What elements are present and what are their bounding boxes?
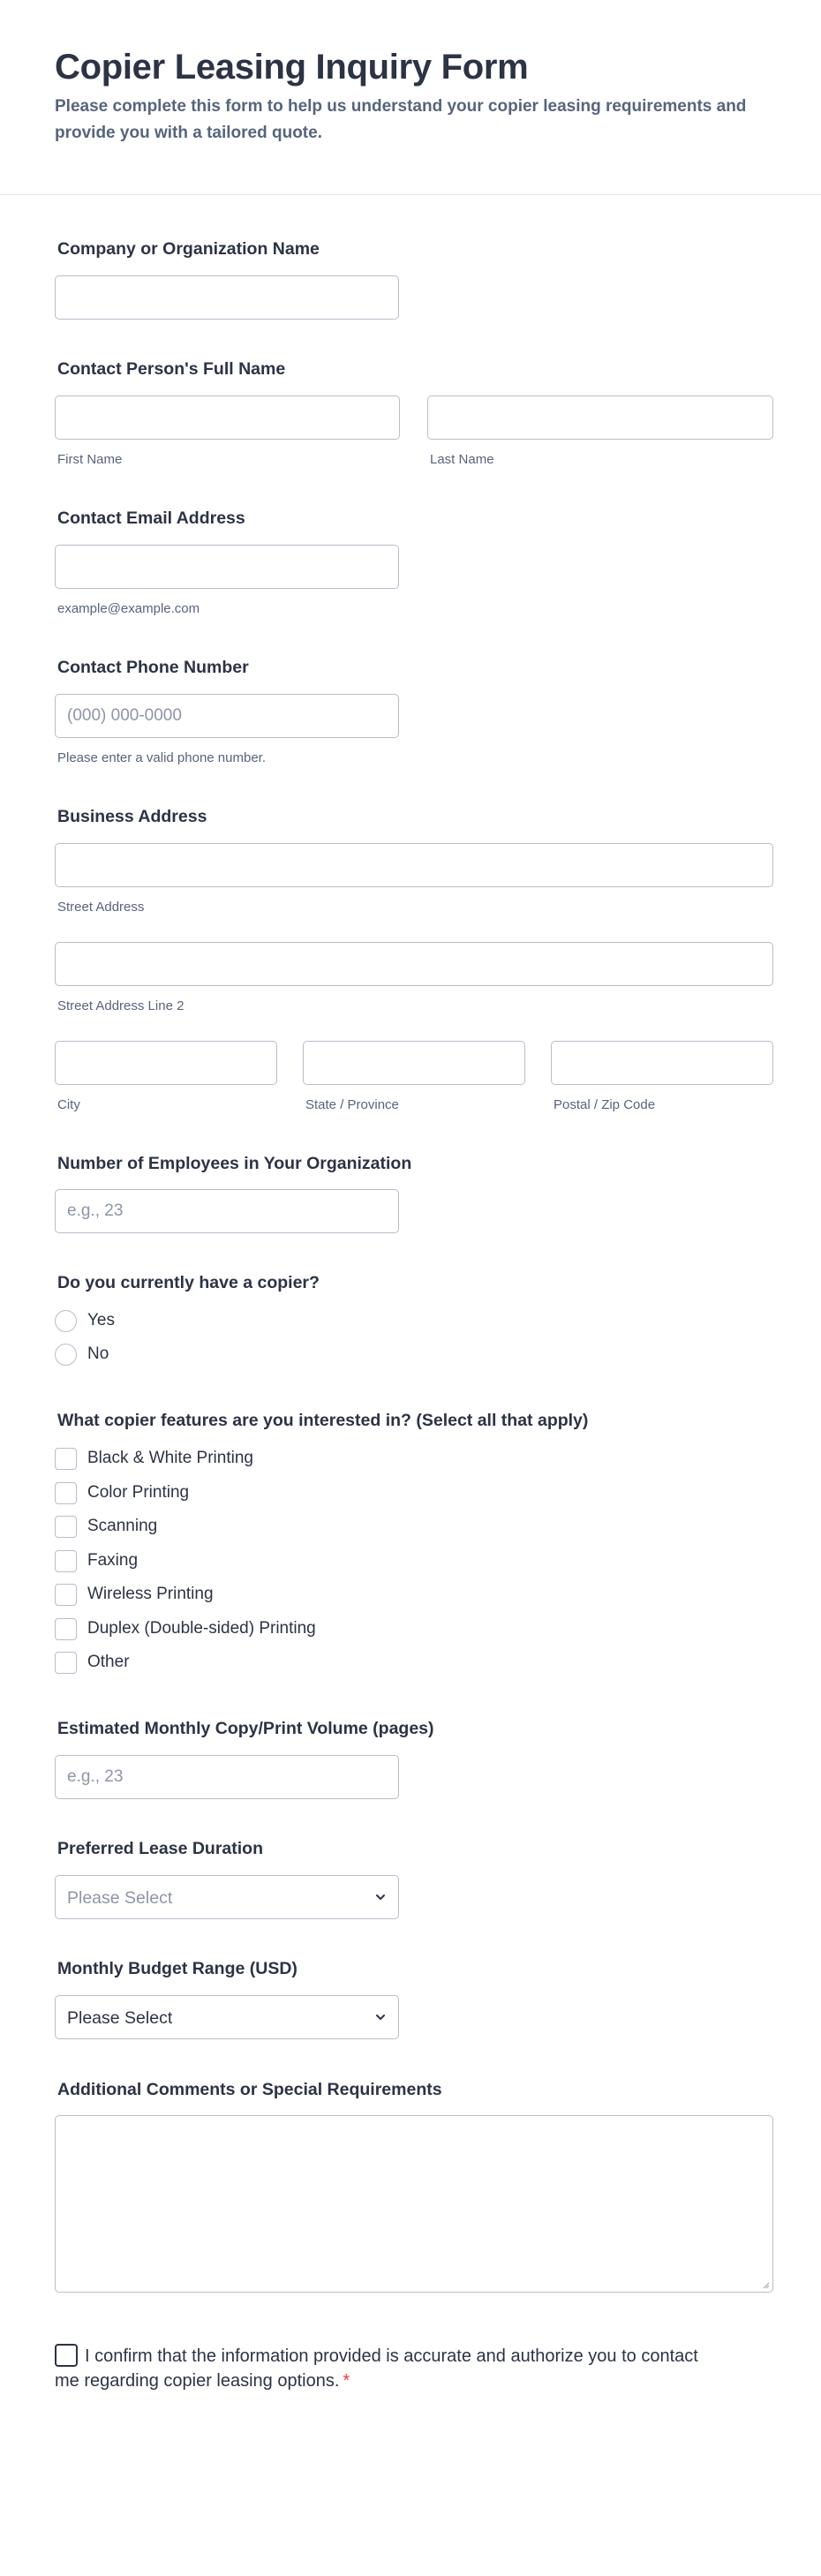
state-input[interactable] [304, 1042, 524, 1084]
checkbox[interactable] [55, 1448, 77, 1470]
last-name-sublabel: Last Name [430, 452, 494, 467]
phone-sublabel: Please enter a valid phone number. [57, 750, 266, 765]
checkbox-label: Color Printing [87, 1483, 190, 1502]
last-name-input[interactable] [428, 396, 772, 439]
company-input-box[interactable] [55, 275, 399, 320]
city-input[interactable] [56, 1042, 276, 1084]
duration-select[interactable] [55, 1875, 399, 1919]
street-box[interactable] [55, 843, 773, 887]
last-name-box[interactable] [427, 395, 773, 440]
checkbox[interactable] [55, 1550, 77, 1572]
street2-box[interactable] [55, 942, 773, 986]
budget-label: Monthly Budget Range (USD) [57, 1959, 298, 1978]
checkbox-label: Duplex (Double-sided) Printing [87, 1619, 316, 1638]
street-input[interactable] [56, 844, 772, 886]
zip-sublabel: Postal / Zip Code [554, 1097, 656, 1112]
confirm-text: I confirm that the information provided is accurate and authorize you to contact me regarding copier leasing options. [55, 2346, 698, 2391]
company-label: Company or Organization Name [57, 239, 320, 259]
required-mark: * [343, 2371, 350, 2391]
duration-label: Preferred Lease Duration [57, 1839, 264, 1858]
address-label: Business Address [57, 807, 207, 826]
radio-label: No [87, 1344, 109, 1363]
first-name-input[interactable] [56, 396, 399, 439]
checkbox-option-scanning[interactable] [55, 1515, 157, 1538]
radio-button[interactable] [55, 1310, 77, 1332]
duration-selected-value: Please Select [67, 1888, 173, 1908]
first-name-box[interactable] [55, 395, 400, 440]
employees-label: Number of Employees in Your Organization [57, 1154, 412, 1173]
comments-textarea[interactable] [55, 2115, 773, 2293]
email-label: Contact Email Address [57, 508, 245, 528]
page-subtitle: Please complete this form to help us understand your copier leasing requirements and provide you with a tailored quote. [55, 97, 747, 142]
radio-button[interactable] [55, 1344, 77, 1366]
checkbox[interactable] [55, 1652, 77, 1674]
email-box[interactable] [55, 545, 399, 589]
checkbox-option-wireless[interactable] [55, 1583, 214, 1606]
confirm-checkbox[interactable] [55, 2344, 78, 2367]
email-sublabel: example@example.com [57, 601, 200, 616]
zip-input[interactable] [552, 1042, 772, 1084]
comments-label: Additional Comments or Special Requirements [57, 2080, 442, 2099]
chevron-down-icon [373, 2010, 388, 2024]
checkbox-option-other[interactable] [55, 1651, 130, 1674]
checkbox-label: Black & White Printing [87, 1449, 253, 1467]
state-box[interactable] [303, 1041, 525, 1085]
checkbox-label: Wireless Printing [87, 1585, 214, 1603]
checkbox[interactable] [55, 1618, 77, 1640]
volume-input[interactable] [56, 1756, 398, 1798]
employees-input[interactable] [56, 1190, 398, 1232]
checkbox-option-bw[interactable] [55, 1447, 253, 1470]
checkbox-label: Faxing [87, 1551, 139, 1570]
checkbox-label: Other [87, 1653, 130, 1671]
volume-box[interactable] [55, 1755, 399, 1799]
street2-input[interactable] [56, 943, 772, 985]
checkbox[interactable] [55, 1516, 77, 1538]
chevron-down-icon [373, 1890, 388, 1904]
checkbox-option-duplex[interactable] [55, 1617, 316, 1640]
resize-handle-icon[interactable] [761, 2280, 770, 2289]
radio-option-yes[interactable] [55, 1309, 115, 1332]
radio-label: Yes [87, 1311, 115, 1329]
checkbox[interactable] [55, 1584, 77, 1606]
confirm-consent [55, 2344, 726, 2393]
copier-label: Do you currently have a copier? [57, 1273, 320, 1292]
phone-label: Contact Phone Number [57, 658, 249, 677]
contact-name-label: Contact Person's Full Name [57, 359, 286, 379]
checkbox[interactable] [55, 1482, 77, 1504]
street2-sublabel: Street Address Line 2 [57, 998, 185, 1013]
form-header [0, 0, 821, 195]
phone-input[interactable] [56, 695, 398, 737]
phone-box[interactable] [55, 694, 399, 738]
features-label: What copier features are you interested in? (Select all that apply) [57, 1411, 589, 1430]
zip-box[interactable] [551, 1041, 773, 1085]
checkbox-label: Scanning [87, 1517, 158, 1535]
checkbox-option-faxing[interactable] [55, 1549, 138, 1572]
budget-select[interactable] [55, 1995, 399, 2039]
budget-selected-value: Please Select [67, 2008, 173, 2028]
volume-label: Estimated Monthly Copy/Print Volume (pages) [57, 1719, 434, 1738]
page-title: Copier Leasing Inquiry Form [55, 48, 529, 87]
radio-option-no[interactable] [55, 1343, 109, 1366]
city-sublabel: City [57, 1097, 80, 1112]
email-input[interactable] [56, 546, 398, 588]
state-sublabel: State / Province [305, 1097, 399, 1112]
first-name-sublabel: First Name [57, 452, 123, 467]
employees-box[interactable] [55, 1189, 399, 1233]
street-sublabel: Street Address [57, 900, 145, 915]
city-box[interactable] [55, 1041, 277, 1085]
checkbox-option-color[interactable] [55, 1481, 189, 1504]
company-input[interactable] [56, 276, 398, 319]
